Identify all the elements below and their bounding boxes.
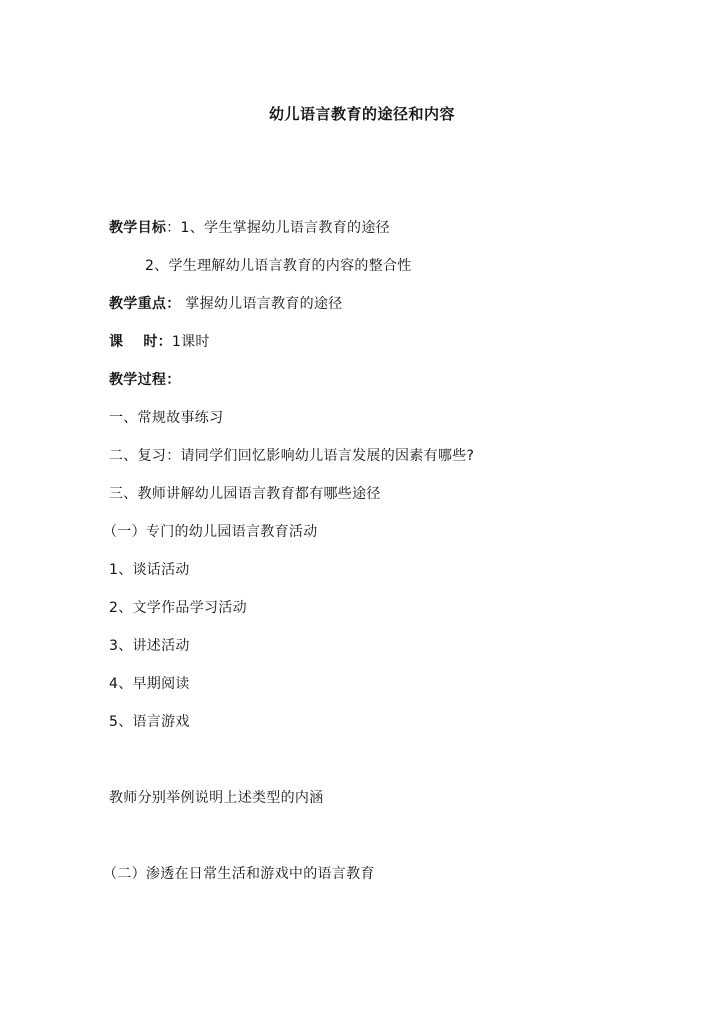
teaching-goals-separator: ： bbox=[166, 220, 181, 236]
class-hours-label-a: 课 bbox=[109, 334, 124, 350]
teaching-focus-label: 教学重点： bbox=[109, 296, 181, 312]
teaching-goal-2: 2、学生理解幼儿语言教育的内容的整合性 bbox=[145, 258, 412, 274]
teaching-focus-value: 掌握幼儿语言教育的途径 bbox=[185, 296, 343, 312]
teaching-focus-line bbox=[109, 294, 343, 314]
activity-item: 2、文学作品学习活动 bbox=[109, 600, 247, 616]
activity-item: 3、讲述活动 bbox=[109, 638, 190, 654]
step-item: 二、复习：请同学们回忆影响幼儿语言发展的因素有哪些? bbox=[109, 448, 475, 464]
document-title: 幼儿语言教育的途径和内容 bbox=[268, 105, 455, 123]
activity-item: 1、谈话活动 bbox=[109, 562, 190, 578]
explanation-text: 教师分别举例说明上述类型的内涵 bbox=[109, 790, 324, 806]
teaching-process-label: 教学过程： bbox=[109, 372, 181, 388]
activity-item: 4、早期阅读 bbox=[109, 676, 190, 692]
section-1-heading: （一）专门的幼儿园语言教育活动 bbox=[103, 524, 318, 540]
teaching-goals-label: 教学目标 bbox=[109, 220, 167, 236]
section-2-heading: （二）渗透在日常生活和游戏中的语言教育 bbox=[103, 866, 375, 882]
step-item: 三、教师讲解幼儿园语言教育都有哪些途径 bbox=[109, 486, 381, 502]
teaching-goal-1: 1、学生掌握幼儿语言教育的途径 bbox=[180, 220, 390, 236]
teaching-goals-line bbox=[109, 218, 390, 238]
class-hours-line bbox=[109, 332, 210, 352]
step-item: 一、常规故事练习 bbox=[109, 410, 224, 426]
class-hours-label-b: 时： bbox=[143, 334, 172, 350]
activity-item: 5、语言游戏 bbox=[109, 714, 190, 730]
class-hours-value: 1课时 bbox=[171, 334, 210, 350]
